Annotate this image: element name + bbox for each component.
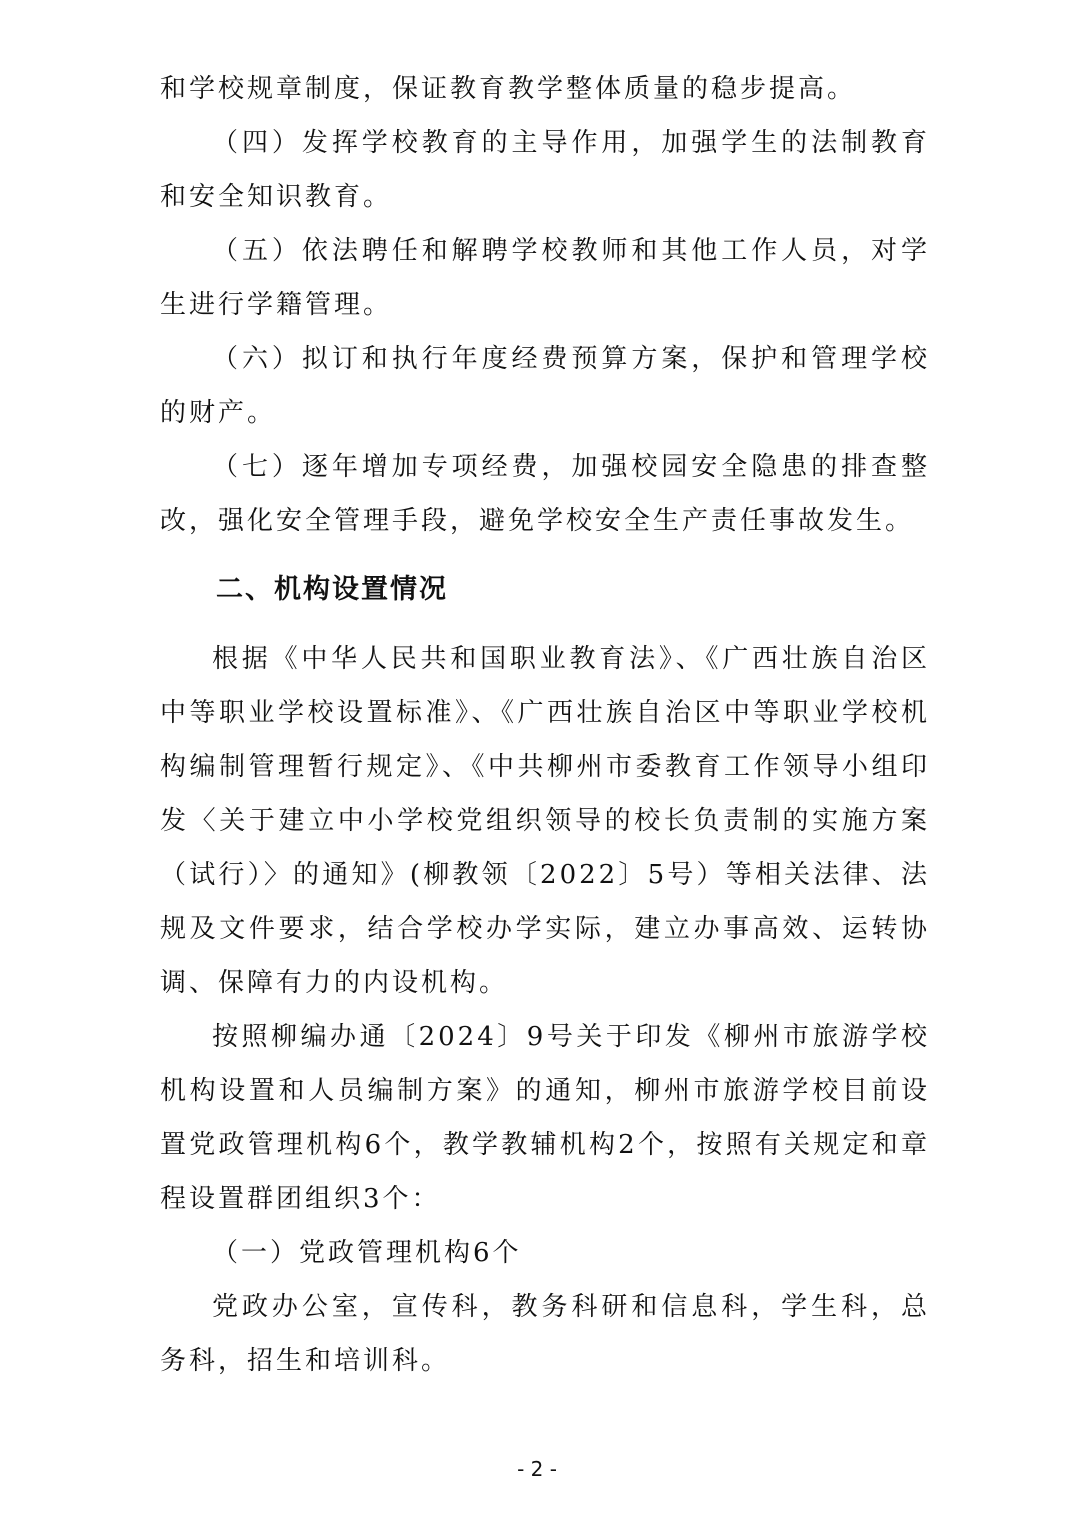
paragraph-continuation: 和学校规章制度，保证教育教学整体质量的稳步提高。 bbox=[160, 74, 857, 104]
paragraph-item-7: （七）逐年增加专项经费，加强校园安全隐患的排查整改，强化安全管理手段，避免学校安全生产责任事故发生。 bbox=[160, 452, 930, 536]
document-page bbox=[160, 62, 930, 1388]
page-number: - 2 - bbox=[517, 1457, 557, 1481]
paragraph-item-6: （六）拟订和执行年度经费预算方案，保护和管理学校的财产。 bbox=[160, 344, 930, 428]
paragraph-item-4: （四）发挥学校教育的主导作用，加强学生的法制教育和安全知识教育。 bbox=[160, 128, 930, 212]
subheading-party-admin-units: （一）党政管理机构6个 bbox=[212, 1238, 522, 1268]
paragraph-item-5: （五）依法聘任和解聘学校教师和其他工作人员，对学生进行学籍管理。 bbox=[160, 236, 930, 320]
paragraph-legal-basis: 根据《中华人民共和国职业教育法》、《广西壮族自治区中等职业学校设置标准》、《广西壮族自治区中等职业学校机构编制管理暂行规定》、《中共柳州市委教育工作领导小组印发〈关于建立中小学校党组织领导的校长负责制的实施方案（试行）〉的通知》(柳教领〔2022〕5号）等相关法律、法规及文件要求，结合学校办学实际，建立办事高效、运转协调、保障有力的内设机构。 bbox=[160, 644, 930, 998]
paragraph-party-admin-list: 党政办公室，宣传科，教务科研和信息科，学生科，总务科，招生和培训科。 bbox=[160, 1292, 930, 1376]
paragraph-organization-plan: 按照柳编办通〔2024〕9号关于印发《柳州市旅游学校机构设置和人员编制方案》的通知，柳州市旅游学校目前设置党政管理机构6个，教学教辅机构2个，按照有关规定和章程设置群团组织3个： bbox=[160, 1022, 930, 1214]
section-heading: 二、机构设置情况 bbox=[216, 574, 448, 605]
